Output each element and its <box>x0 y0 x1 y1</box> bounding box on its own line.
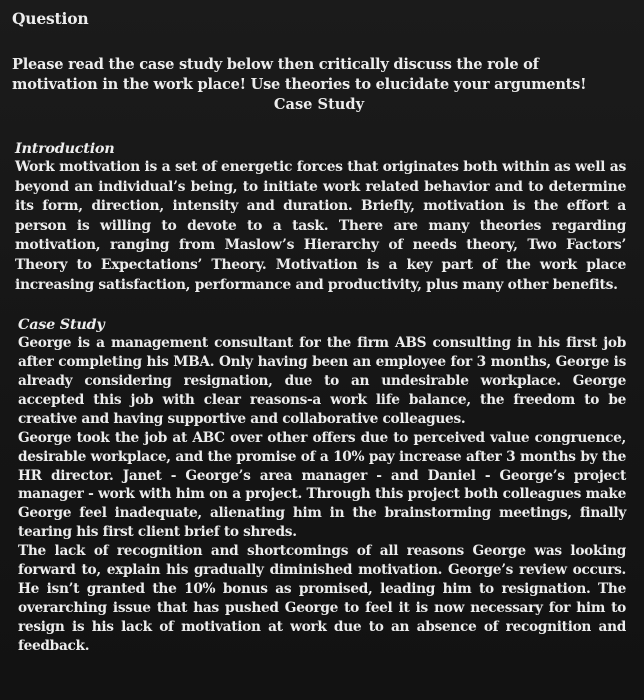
case-paragraph-2: George took the job at ABC over other offers due to perceived value congruence, desirable workplace, and the promise of a 10% pay increase after 3 months by the HR director. Janet - George’s area manager - and Daniel - George’s project manager - work with him on a project. Through this project both colleagues make George feel inadequate, alienating him in the brainstorming meetings, finally tearing his first client brief to shreds. <box>18 429 626 541</box>
case-study-title: Case Study <box>273 96 365 113</box>
case-study-section <box>12 315 626 655</box>
introduction-section <box>12 139 626 295</box>
question-prompt: Please read the case study below then critically discuss the role of motivation in the work place! Use theories to elucidate your arguments! <box>12 56 587 93</box>
question-heading: Question <box>12 9 89 28</box>
case-study-heading: Case Study <box>18 316 105 334</box>
case-paragraph-3: The lack of recognition and shortcomings of all reasons George was looking forward to, explain his gradually diminished motivation. George’s review occurs. He isn’t granted the 10% bonus as promised, leading him to resignation. The overarching issue that has pushed George to feel it is now necessary for him to resign is his lack of motivation at work due to an absence of recognition and feedback. <box>18 543 626 654</box>
case-paragraph-1: George is a management consultant for the firm ABS consulting in his first job after completing his MBA. Only having been an employee for 3 months, George is already considering resignation, due to an undesirable workplace. George accepted this job with clear reasons-a work life balance, the freedom to be creative and having supportive and collaborative colleagues. <box>18 335 626 427</box>
introduction-heading: Introduction <box>15 140 115 157</box>
introduction-paragraph: Work motivation is a set of energetic forces that originates both within as well as beyond an individual’s being, to initiate work related behavior and to determine its form, direction, intensity and duration. Briefly, motivation is the effort a person is willing to devote to a task. There are many theories regarding motivation, ranging from Maslow’s Hierarchy of needs theory, Two Factors’ Theory to Expectations’ Theory. Motivation is a key part of the work place increasing satisfaction, performance and productivity, plus many other benefits. <box>15 159 626 293</box>
